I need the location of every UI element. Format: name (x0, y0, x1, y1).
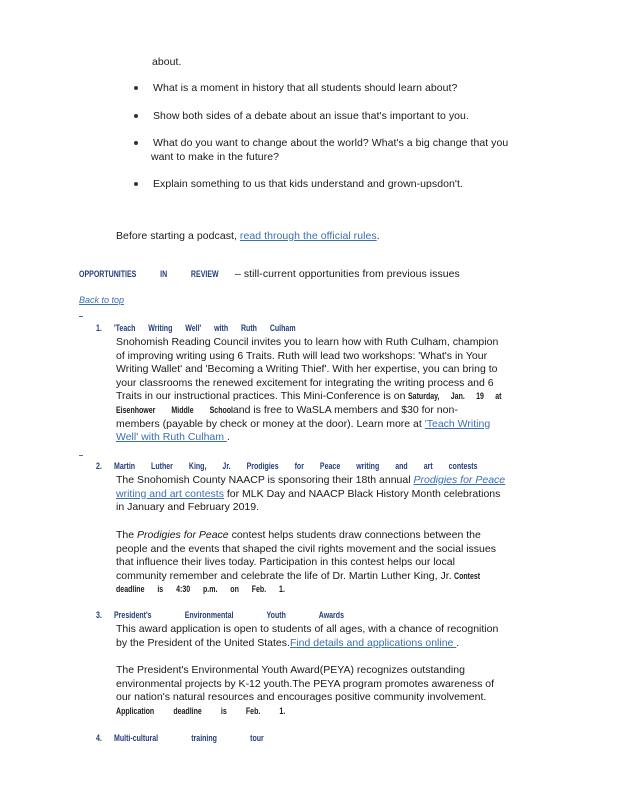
item-title: Martin Luther King, Jr. Prodigies for Peace writing and art contests (114, 461, 478, 471)
item-line-text: The (116, 529, 138, 541)
back-to-top-link[interactable] (79, 295, 124, 305)
official-rules-link[interactable]: read through the official rules (239, 230, 377, 242)
item-number: 3. (96, 610, 102, 620)
item-line: The President's Environmental Youth Award(PEYA) recognizes outstanding (116, 664, 465, 676)
contest-deadline: deadline is 4:30 p.m. on Feb. 1. (116, 584, 285, 595)
item-line-end: . (226, 431, 230, 444)
item-paragraph (116, 664, 494, 718)
item-line: our nation's natural resources and encourages positive community involvement. (116, 691, 487, 704)
item-line (116, 404, 528, 418)
teach-writing-link-continued[interactable]: Well' with Ruth Culham (116, 431, 227, 444)
item-line (116, 431, 528, 445)
item-line (116, 488, 505, 502)
item-line (116, 705, 494, 719)
item-line: in January and February 2019. (116, 501, 260, 514)
item-line-text: members (payable by check or money at the door). Learn more at (116, 417, 425, 430)
bullet-icon (134, 141, 138, 145)
item-line (116, 583, 496, 597)
item-number: 1. (96, 323, 102, 333)
podcast-suffix: . (376, 230, 380, 242)
item-line (116, 637, 498, 651)
item-description (116, 336, 528, 445)
section-subtitle: – still-current opportunities from previous issues (235, 268, 460, 280)
item-line (116, 529, 496, 543)
item-line: environmental projects by K-12 youth.The PEYA program promotes awareness of (116, 677, 494, 690)
item-line: your classrooms the renewed excitement for integrating the writing process and 6 (116, 376, 494, 389)
continued-text: about. (152, 56, 182, 68)
contest-name: Prodigies for Peace (137, 529, 229, 541)
item-line: This award application is open to students of all ages, with a chance of recognition (116, 623, 499, 635)
item-line-text: Traits in our instructional practices. This Mini-Conference is on (116, 390, 409, 403)
anchor-marker (79, 316, 83, 317)
item-line: Snohomish Reading Council invites you to learn how with Ruth Culham, champion (116, 336, 499, 348)
podcast-instruction (116, 230, 380, 242)
item-line-text: community remember and celebrate the life of Dr. Martin Luther King, Jr. (116, 569, 455, 582)
item-title: 'Teach Writing Well' with Ruth Culham (114, 323, 296, 333)
item-line: of improving writing using 6 Traits. Ruth will lead two workshops: 'What's in Your (116, 349, 488, 362)
back-to-top-text[interactable]: Back to top (79, 295, 125, 305)
bullet-icon (134, 86, 138, 90)
item-title: Multi-cultural training tour (114, 733, 264, 743)
item-paragraph (116, 529, 496, 597)
bullet-item: Show both sides of a debate about an issue that's important to you. (153, 110, 469, 122)
bullet-item: What do you want to change about the world? What's a big change that you (153, 137, 509, 149)
item-line-end: . (456, 636, 460, 649)
bullet-item: Explain something to us that kids understand and grown-upsdon't. (153, 178, 463, 190)
section-heading: OPPORTUNITIES IN REVIEW (79, 269, 219, 279)
contest-word: Contest (454, 570, 481, 581)
item-line-text: contest helps students draw connections between the (228, 529, 481, 541)
bullet-icon (134, 114, 138, 118)
event-venue: Eisenhower Middle School (116, 404, 234, 415)
item-line-text: and is free to WaSLA members and $30 for non- (230, 403, 458, 416)
bullet-item-continued: want to make in the future? (151, 151, 280, 163)
peya-details-link[interactable]: Find details and applications online (289, 636, 457, 649)
award-deadline: Application deadline is Feb. 1. (116, 705, 286, 716)
item-line (116, 390, 528, 404)
teach-writing-link[interactable]: 'Teach Writing (424, 417, 491, 430)
prodigies-link-continued[interactable]: writing and art contests (116, 487, 224, 500)
item-number: 4. (96, 733, 102, 743)
item-line: Writing Wallet' and 'Becoming a Writing Thief'. With her expertise, you can bring to (116, 363, 498, 376)
prodigies-link[interactable]: Prodigies for Peace (413, 474, 506, 486)
item-description (116, 474, 505, 515)
item-line (116, 474, 505, 488)
event-date: Saturday, Jan. 19 at (408, 391, 502, 402)
item-line: that influence their lives today. Participation in this contest helps our local (116, 556, 455, 569)
item-line (116, 418, 528, 432)
item-description (116, 623, 498, 650)
item-line-text: for MLK Day and NAACP Black History Month celebrations (223, 487, 501, 500)
bullet-icon (134, 182, 138, 186)
item-line: people and the events that shaped the civil rights movement and the social issues (116, 542, 496, 555)
anchor-marker (79, 455, 83, 456)
item-line (116, 570, 496, 584)
podcast-prefix: Before starting a podcast, (116, 230, 240, 242)
item-number: 2. (96, 461, 102, 471)
item-line-text: by the President of the United States. (116, 636, 290, 649)
bullet-item: What is a moment in history that all students should learn about? (153, 82, 458, 94)
item-title: President's Environmental Youth Awards (114, 610, 344, 620)
item-line-text: The Snohomish County NAACP is sponsoring their 18th annual (116, 474, 414, 486)
